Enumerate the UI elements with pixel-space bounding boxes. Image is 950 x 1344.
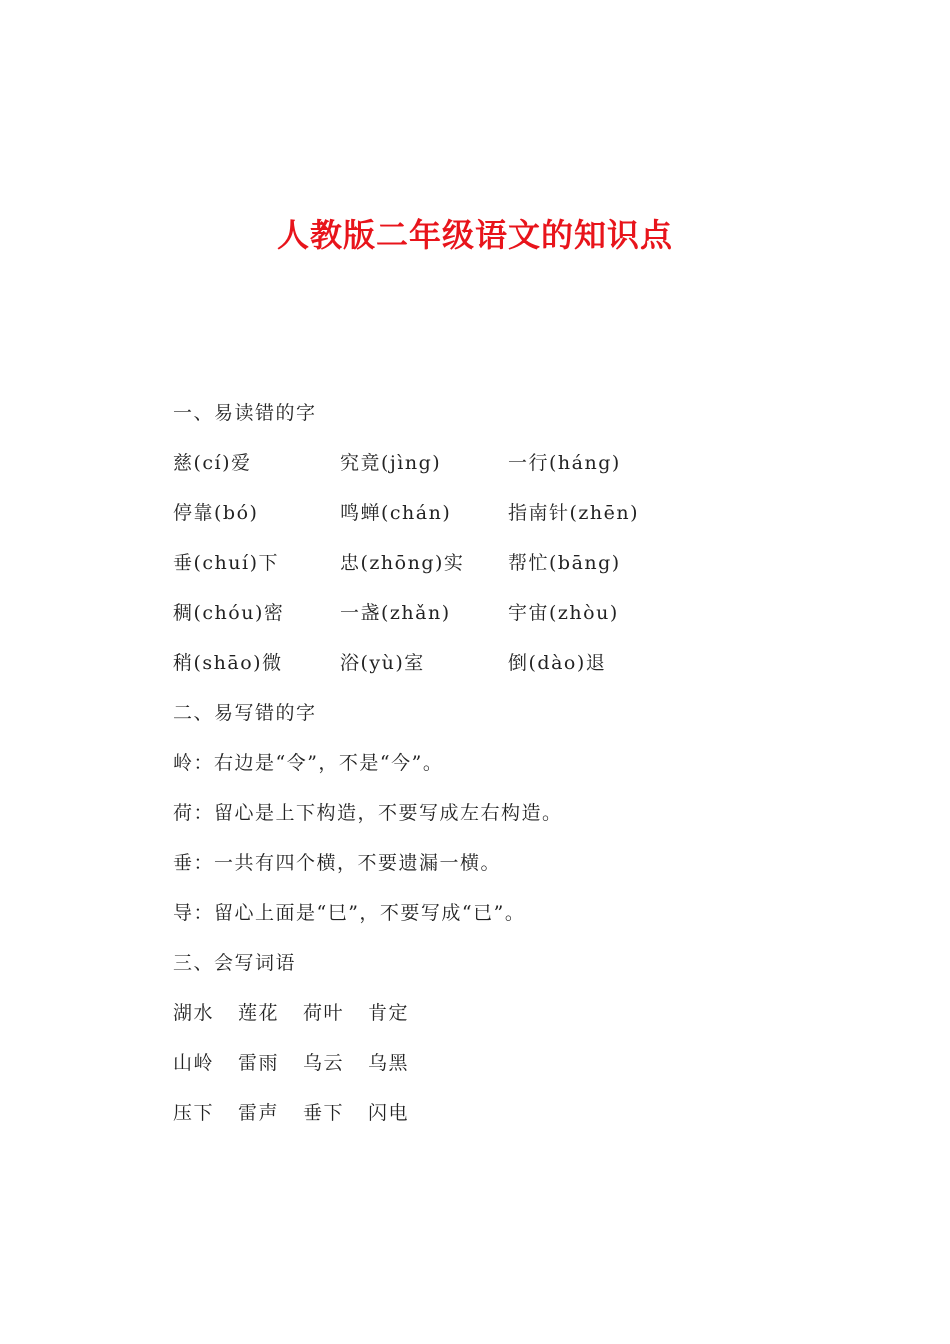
vocab-word: 乌黑 [368,1052,410,1074]
pinyin-row [173,448,873,498]
pinyin-word: 慈(cí)爱 [173,452,252,474]
pinyin-row [173,648,873,698]
pinyin-row [173,548,873,598]
pinyin-word: 鸣蝉(chán) [340,502,452,524]
writing-note: 垂：一共有四个横，不要遗漏一横。 [173,852,502,874]
section1-heading: 一、易读错的字 [173,402,317,424]
document-title: 人教版二年级语文的知识点 [276,216,673,254]
pinyin-word: 一盏(zhǎn) [340,602,451,624]
writing-note: 导：留心上面是“巳”，不要写成“已”。 [173,902,526,924]
pinyin-row [173,498,873,548]
vocab-word: 闪电 [368,1102,410,1124]
pinyin-word: 浴(yù)室 [340,652,425,674]
pinyin-word: 帮忙(bāng) [508,552,621,574]
pinyin-row [173,598,873,648]
writing-note: 荷：留心是上下构造，不要写成左右构造。 [173,802,563,824]
word-row [173,998,873,1048]
document-body [173,398,873,1148]
pinyin-word: 究竟(jìng) [340,452,442,474]
pinyin-word: 倒(dào)退 [508,652,607,674]
pinyin-word: 稠(chóu)密 [173,602,285,624]
pinyin-word: 忠(zhōng)实 [340,552,465,574]
word-row [173,1048,873,1098]
pinyin-word: 一行(háng) [508,452,621,474]
vocab-word: 莲花 [238,1002,280,1024]
vocab-word: 雷声 [238,1102,280,1124]
pinyin-word: 垂(chuí)下 [173,552,280,574]
vocab-word: 荷叶 [303,1002,345,1024]
section3-heading: 三、会写词语 [173,952,297,974]
vocab-word: 垂下 [303,1102,345,1124]
vocab-word: 压下 [173,1102,215,1124]
pinyin-word: 指南针(zhēn) [508,502,640,524]
pinyin-word: 停靠(bó) [173,502,259,524]
word-row [173,1098,873,1148]
vocab-word: 山岭 [173,1052,215,1074]
section2-heading: 二、易写错的字 [173,702,317,724]
writing-note: 岭：右边是“令”，不是“今”。 [173,752,444,774]
pinyin-word: 宇宙(zhòu) [508,602,619,624]
vocab-word: 肯定 [368,1002,410,1024]
vocab-word: 乌云 [303,1052,345,1074]
vocab-word: 雷雨 [238,1052,280,1074]
vocab-word: 湖水 [173,1002,215,1024]
pinyin-word: 稍(shāo)微 [173,652,283,674]
